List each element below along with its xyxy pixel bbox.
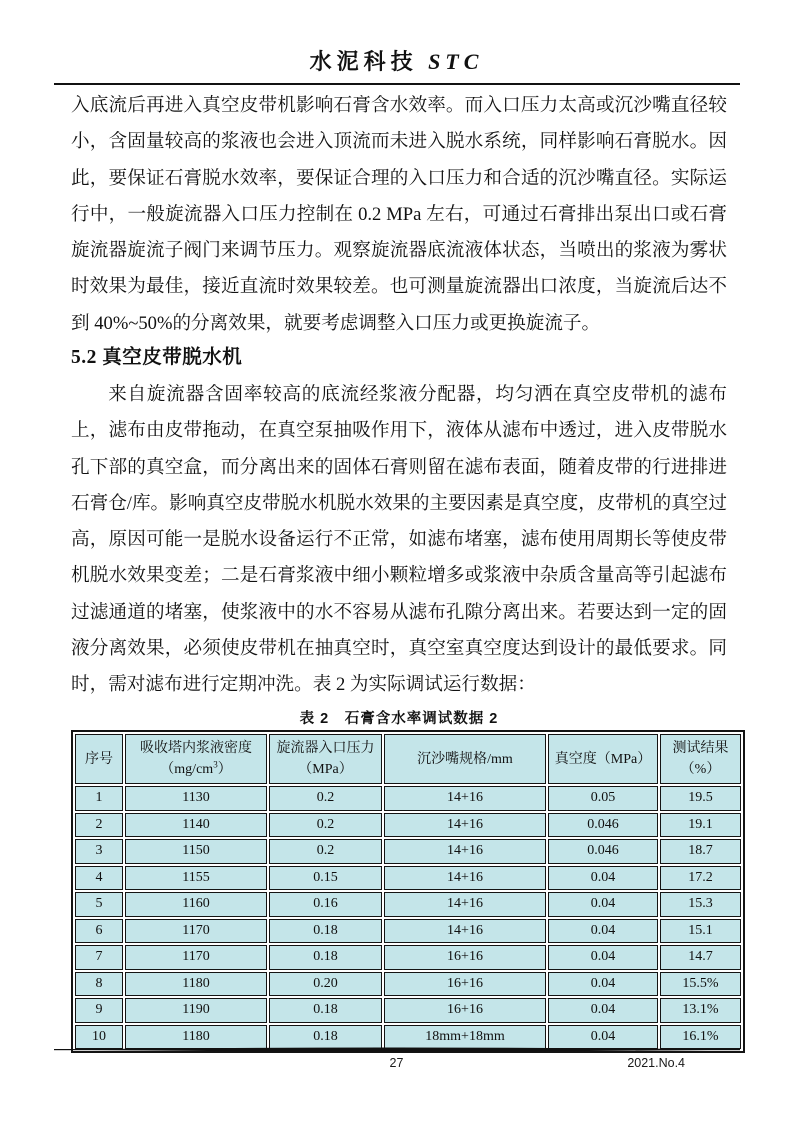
header-cell-density <box>125 734 267 784</box>
table-cell: 15.3 <box>660 892 741 917</box>
journal-title: 水泥科技 STC <box>309 49 484 74</box>
header-label: 吸收塔内浆液密度 <box>140 741 252 756</box>
table-caption: 表 2 石膏含水率调试数据 2 <box>299 711 499 727</box>
table-cell: 17.2 <box>660 866 741 891</box>
table-row <box>75 866 741 891</box>
table-cell: 18.7 <box>660 839 741 864</box>
header-rule <box>54 83 740 85</box>
header-label: 真空度（MPa） <box>554 751 652 767</box>
table-cell: 6 <box>75 919 123 944</box>
table-cell: 16+16 <box>384 972 546 997</box>
header-unit: （%） <box>680 762 721 777</box>
table-cell: 14+16 <box>384 839 546 864</box>
table-cell: 16+16 <box>384 998 546 1023</box>
table-head <box>75 734 741 784</box>
table-cell: 14+16 <box>384 866 546 891</box>
table-cell: 0.15 <box>269 866 382 891</box>
table-cell: 0.2 <box>269 813 382 838</box>
table-cell: 1150 <box>125 839 267 864</box>
table-cell: 0.05 <box>548 786 658 811</box>
table-cell: 0.2 <box>269 839 382 864</box>
header-cell-inlet-pressure <box>269 734 382 784</box>
table-row <box>75 998 741 1023</box>
table-cell: 1140 <box>125 813 267 838</box>
table-cell: 15.5% <box>660 972 741 997</box>
table-cell: 0.046 <box>548 813 658 838</box>
table-cell: 0.04 <box>548 892 658 917</box>
table-row <box>75 813 741 838</box>
table-cell: 16+16 <box>384 945 546 970</box>
table-cell: 1155 <box>125 866 267 891</box>
table-cell: 0.20 <box>269 972 382 997</box>
table-cell: 1130 <box>125 786 267 811</box>
header-unit-sup: 3 <box>213 759 218 770</box>
table-row <box>75 919 741 944</box>
table-cell: 0.04 <box>548 945 658 970</box>
header-unit: （MPa） <box>298 762 353 777</box>
table-cell: 1170 <box>125 945 267 970</box>
issue-label: 2021.No.4 <box>627 1056 685 1070</box>
table-cell: 5 <box>75 892 123 917</box>
table-cell: 14+16 <box>384 813 546 838</box>
table-cell: 7 <box>75 945 123 970</box>
table-cell: 14+16 <box>384 786 546 811</box>
header-cell-vacuum <box>548 734 658 784</box>
header-label: 旋流器入口压力 <box>276 741 375 756</box>
header-label: 序号 <box>85 751 113 767</box>
section-heading: 5.2 真空皮带脱水机 <box>71 347 243 368</box>
table-cell: 0.046 <box>548 839 658 864</box>
table-cell: 0.18 <box>269 1025 382 1050</box>
table-cell: 1180 <box>125 1025 267 1050</box>
table-cell: 0.2 <box>269 786 382 811</box>
header-cell-result <box>660 734 741 784</box>
footer-rule <box>54 1046 740 1054</box>
table-cell: 10 <box>75 1025 123 1050</box>
table-cell: 14+16 <box>384 892 546 917</box>
table-cell: 14.7 <box>660 945 741 970</box>
table-row <box>75 786 741 811</box>
header-unit: （mg/cm <box>160 762 214 777</box>
table-body <box>75 786 741 1049</box>
table-row <box>75 839 741 864</box>
table-cell: 0.04 <box>548 919 658 944</box>
table-cell: 0.18 <box>269 919 382 944</box>
table-cell: 0.16 <box>269 892 382 917</box>
table-cell: 1180 <box>125 972 267 997</box>
table-cell: 4 <box>75 866 123 891</box>
table-cell: 3 <box>75 839 123 864</box>
table-cell: 19.5 <box>660 786 741 811</box>
table-cell: 0.04 <box>548 1025 658 1050</box>
table-cell: 0.04 <box>548 998 658 1023</box>
table-cell: 0.04 <box>548 972 658 997</box>
header-unit: ） <box>217 762 232 777</box>
table-cell: 8 <box>75 972 123 997</box>
table-cell: 18mm+18mm <box>384 1025 546 1050</box>
data-table <box>71 730 745 1053</box>
table-cell: 0.18 <box>269 945 382 970</box>
header-cell-seq <box>75 734 123 784</box>
table-row <box>75 945 741 970</box>
table-cell: 19.1 <box>660 813 741 838</box>
table-cell: 1 <box>75 786 123 811</box>
page-number: 27 <box>389 1056 404 1070</box>
header-label: 沉沙嘴规格/mm <box>417 751 513 767</box>
table-row <box>75 892 741 917</box>
table-row <box>75 972 741 997</box>
table-cell: 0.18 <box>269 998 382 1023</box>
table-header-row <box>75 734 741 784</box>
header-cell-nozzle-spec <box>384 734 546 784</box>
table-cell: 9 <box>75 998 123 1023</box>
table-cell: 1190 <box>125 998 267 1023</box>
table-cell: 16.1% <box>660 1025 741 1050</box>
table-cell: 15.1 <box>660 919 741 944</box>
table-cell: 2 <box>75 813 123 838</box>
table-cell: 1170 <box>125 919 267 944</box>
header-label: 测试结果 <box>672 741 729 756</box>
table-cell: 14+16 <box>384 919 546 944</box>
body-paragraph-1: 入底流后再进入真空皮带机影响石膏含水效率。而入口压力太高或沉沙嘴直径较小，含固量较高的浆液也会进入顶流而未进入脱水系统，同样影响石膏脱水。因此，要保证石膏脱水效率，要保证合理的入口压力和合适的沉沙嘴直径。实际运行中，一般旋流器入口压力控制在 0.2 MPa 左右，可通过石膏排出泵出口或石膏旋流器旋流子阀门来调节压力。观察旋流器底流液体状态，当喷出的浆液为雾状时效果为最佳，接近直流时效果较差。也可测量旋流器出口浓度，当旋流后达不到 40%~50%的分离效果，就要考虑调整入口压力或更换旋流子。 <box>71 95 727 334</box>
table-cell: 0.04 <box>548 866 658 891</box>
body-paragraph-2: 来自旋流器含固率较高的底流经浆液分配器，均匀洒在真空皮带机的滤布上，滤布由皮带拖动，在真空泵抽吸作用下，液体从滤布中透过，进入皮带脱水孔下部的真空盒，而分离出来的固体石膏则留在滤布表面，随着皮带的行进排进石膏仓/库。影响真空皮带脱水机脱水效果的主要因素是真空度，皮带机的真空过高，原因可能一是脱水设备运行不正常，如滤布堵塞，滤布使用周期长等使皮带机脱水效果变差；二是石膏浆液中细小颗粒增多或浆液中杂质含量高等引起滤布过滤通道的堵塞，使浆液中的水不容易从滤布孔隙分离出来。若要达到一定的固液分离效果，必须使皮带机在抽真空时，真空室真空度达到设计的最低要求。同时，需对滤布进行定期冲洗。表 2 为实际调试运行数据： <box>71 384 727 696</box>
table-cell: 13.1% <box>660 998 741 1023</box>
table-cell: 1160 <box>125 892 267 917</box>
